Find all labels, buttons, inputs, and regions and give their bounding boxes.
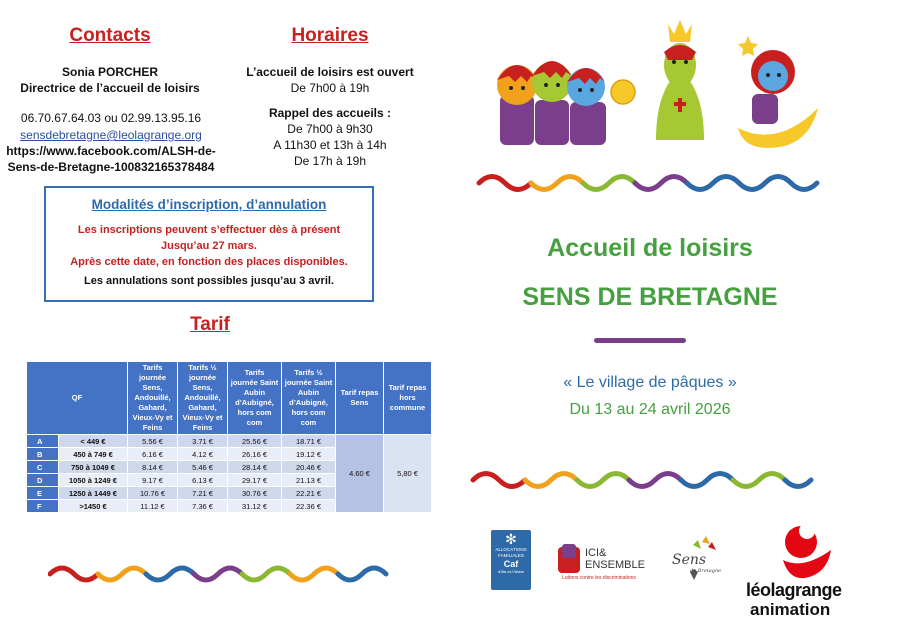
th-qf: QF <box>27 362 128 435</box>
th-c1: Tarifs journée Sens, Andouillé, Gahard, Vieux-Vy et Feins <box>128 362 178 435</box>
leo-figure-icon <box>777 520 837 582</box>
row-letter: E <box>27 487 59 500</box>
row-c4: 20.46 € <box>282 461 336 474</box>
row-c1: 11.12 € <box>128 500 178 513</box>
row-c1: 9.17 € <box>128 474 178 487</box>
th-c6: Tarif repas hors commune <box>384 362 432 435</box>
kid-red-hair <box>497 65 537 145</box>
ici-text-3: Luttons contre les discriminations <box>562 575 636 581</box>
wave-top-right <box>476 170 826 196</box>
sens-logo <box>668 532 724 588</box>
tarif-table <box>26 361 432 513</box>
row-c3: 31.12 € <box>228 500 282 513</box>
caf-logo <box>491 530 531 590</box>
ici-text-1: ICI& <box>585 547 607 559</box>
horaires-slot-3: De 17h à 19h <box>293 154 367 168</box>
tarif-table-wrap <box>26 361 432 513</box>
sens-text: Sens <box>672 552 707 568</box>
leo-text-1: léolagrange <box>746 580 842 600</box>
th-c2: Tarifs ½ journée Sens, Andouillé, Gahard, Vieux-Vy et Feins <box>178 362 228 435</box>
repas-hors: 5,80 € <box>384 435 432 513</box>
row-c4: 22.36 € <box>282 500 336 513</box>
th-c4: Tarifs ½ journée Saint Aubin d’Aubigné, hors com com <box>282 362 336 435</box>
wave-mid-right <box>470 466 830 494</box>
sens-subtext: de Bretagne <box>690 568 722 574</box>
horaires-rappel-title: Rappel des accueils : <box>268 106 392 120</box>
row-qf: 1250 à 1449 € <box>59 487 128 500</box>
row-c1: 10.76 € <box>128 487 178 500</box>
row-letter: C <box>27 461 59 474</box>
kid-green <box>532 61 572 145</box>
row-c2: 5.46 € <box>178 461 228 474</box>
row-c3: 25.56 € <box>228 435 282 448</box>
modalites-line-2: Jusqu’au 27 mars. <box>161 240 257 252</box>
row-c3: 30.76 € <box>228 487 282 500</box>
ici-people-icon <box>558 547 580 573</box>
row-qf: 450 à 749 € <box>59 448 128 461</box>
row-c3: 26.16 € <box>228 448 282 461</box>
row-c3: 29.17 € <box>228 474 282 487</box>
horaires-open-1: L’accueil de loisirs est ouvert <box>246 65 414 79</box>
king-figure <box>656 20 704 140</box>
contact-email[interactable]: sensdebretagne@leolagrange.org <box>20 128 202 142</box>
girl-on-moon <box>738 36 818 148</box>
caf-text-1: ALLOCATIONS <box>495 547 527 552</box>
kid-blue <box>567 68 606 145</box>
contact-name: Sonia PORCHER <box>61 65 158 79</box>
title-divider <box>594 338 686 343</box>
modalites-box <box>44 186 374 302</box>
th-c5: Tarif repas Sens <box>336 362 384 435</box>
horaires-slot-1: De 7h00 à 9h30 <box>287 122 373 136</box>
row-letter: F <box>27 500 59 513</box>
tarif-title: Tarif <box>190 314 230 335</box>
ici-ensemble-logo <box>558 543 650 589</box>
ball-icon <box>611 80 635 104</box>
modalites-title: Modalités d’inscription, d’annulation <box>91 197 327 212</box>
kids-illustration <box>490 10 840 150</box>
row-letter: B <box>27 448 59 461</box>
row-c2: 6.13 € <box>178 474 228 487</box>
caf-text-3: Caf <box>503 559 519 569</box>
modalites-line-1: Les inscriptions peuvent s’effectuer dès à présent <box>77 224 341 236</box>
row-c4: 21.13 € <box>282 474 336 487</box>
row-c1: 6.16 € <box>128 448 178 461</box>
right-title-1: Accueil de loisirs <box>547 234 753 262</box>
row-c4: 19.12 € <box>282 448 336 461</box>
row-c2: 3.71 € <box>178 435 228 448</box>
modalites-line-4: Les annulations sont possibles jusqu’au 3 avril. <box>83 275 334 287</box>
right-title-2: SENS DE BRETAGNE <box>522 283 778 311</box>
ici-text-2: ENSEMBLE <box>585 559 645 571</box>
contact-facebook-1[interactable]: https://www.facebook.com/ALSH-de- <box>6 144 216 158</box>
caf-text-4: d’Ille-et-Vilaine <box>497 569 525 574</box>
row-c2: 4.12 € <box>178 448 228 461</box>
table-row <box>27 435 432 448</box>
row-qf: 1050 à 1249 € <box>59 474 128 487</box>
contact-phones: 06.70.67.64.03 ou 02.99.13.95.16 <box>20 111 202 125</box>
contact-role: Directrice de l’accueil de loisirs <box>20 81 200 95</box>
row-qf: 750 à 1049 € <box>59 461 128 474</box>
row-c1: 8.14 € <box>128 461 178 474</box>
wave-bottom-left <box>48 562 398 586</box>
caf-emblem-icon: ✻ <box>505 531 517 547</box>
row-c1: 5.56 € <box>128 435 178 448</box>
row-c2: 7.21 € <box>178 487 228 500</box>
row-c3: 28.14 € <box>228 461 282 474</box>
repas-sens: 4.60 € <box>336 435 384 513</box>
row-c4: 22.21 € <box>282 487 336 500</box>
leo-text-2: animation <box>750 600 831 619</box>
row-letter: A <box>27 435 59 448</box>
row-letter: D <box>27 474 59 487</box>
modalites-line-3: Après cette date, en fonction des places disponibles. <box>70 256 348 268</box>
contact-facebook-2[interactable]: Sens-de-Bretagne-100832165378484 <box>7 160 215 174</box>
horaires-open-2: De 7h00 à 19h <box>290 81 370 95</box>
horaires-slot-2: A 11h30 et 13h à 14h <box>273 138 387 152</box>
dates-text: Du 13 au 24 avril 2026 <box>569 401 731 418</box>
horaires-title: Horaires <box>291 25 369 46</box>
row-qf: < 449 € <box>59 435 128 448</box>
caf-text-2: FAMILIALES <box>498 553 524 558</box>
row-c4: 18.71 € <box>282 435 336 448</box>
row-qf: >1450 € <box>59 500 128 513</box>
th-c3: Tarifs journée Saint Aubin d’Aubigné, hors com com <box>228 362 282 435</box>
leo-lagrange-logo <box>742 520 872 624</box>
theme-text: « Le village de pâques » <box>563 374 737 391</box>
contacts-title: Contacts <box>69 25 151 46</box>
row-c2: 7.36 € <box>178 500 228 513</box>
